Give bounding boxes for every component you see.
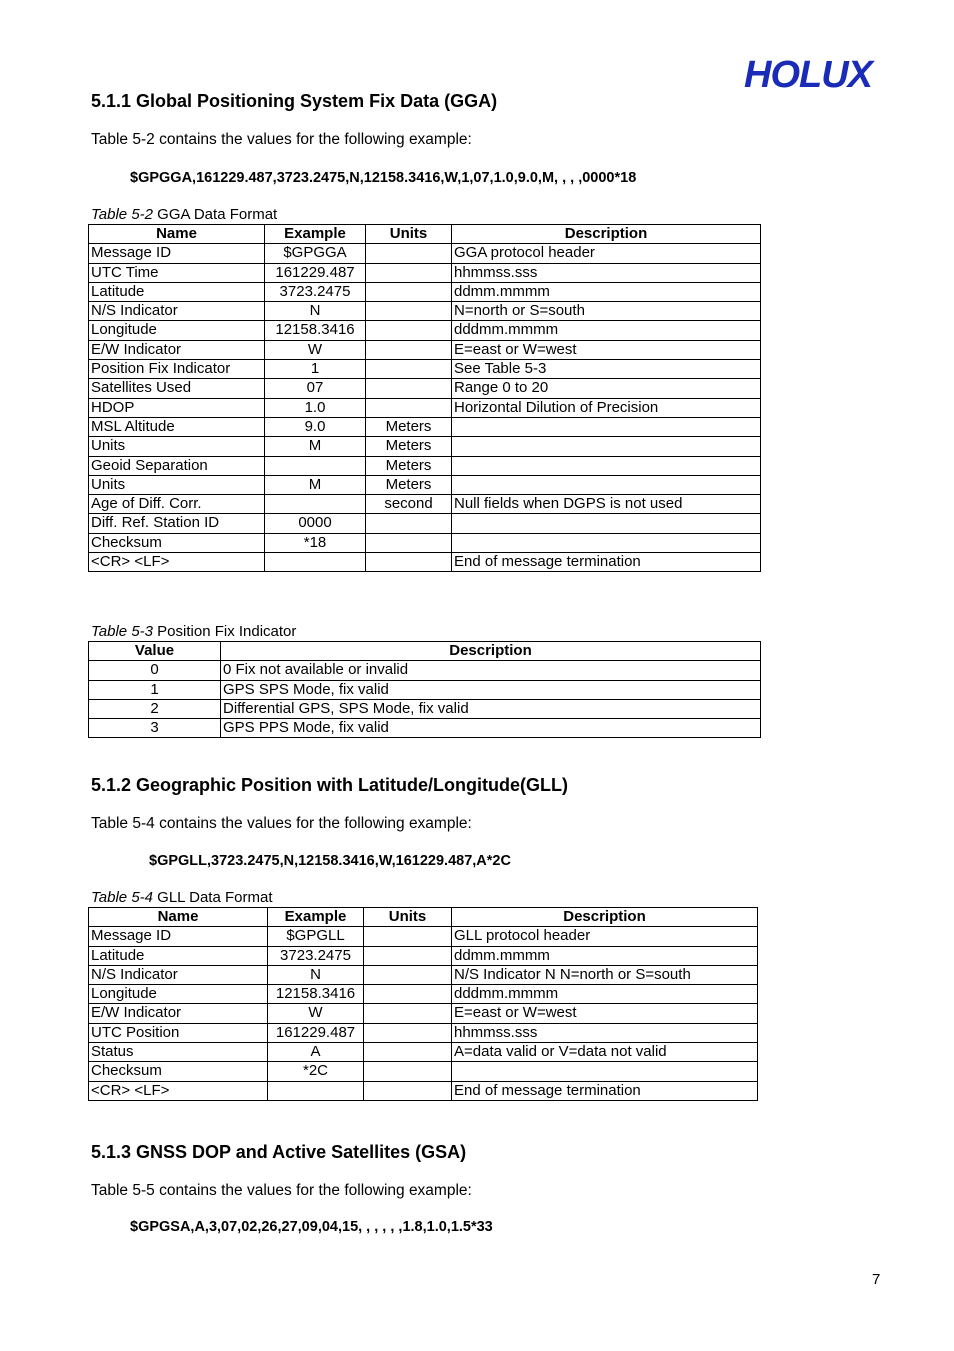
table-cell: second xyxy=(366,495,452,514)
table-cell: E/W Indicator xyxy=(89,340,265,359)
gsa-example-sentence: $GPGSA,A,3,07,02,26,27,09,04,15, , , , , ,1.8,1.0,1.5*33 xyxy=(130,1219,493,1235)
table-cell: 2 xyxy=(89,699,221,718)
table-cell: 0 xyxy=(89,661,221,680)
logo-text: HOLUX xyxy=(744,54,872,96)
column-header: Example xyxy=(268,908,364,927)
table-cell xyxy=(364,946,452,965)
table-cell: GPS PPS Mode, fix valid xyxy=(221,719,761,738)
table-cell: 3723.2475 xyxy=(268,946,364,965)
gsa-intro-text: Table 5-5 contains the values for the following example: xyxy=(91,1182,472,1199)
caption-label: Table 5-3 xyxy=(91,623,153,640)
table-cell: E/W Indicator xyxy=(89,1004,268,1023)
table-cell xyxy=(366,282,452,301)
table-cell xyxy=(364,1043,452,1062)
table-cell: Meters xyxy=(366,456,452,475)
table-row xyxy=(89,398,761,417)
gll-table-body xyxy=(89,927,758,1101)
table-cell xyxy=(452,1062,758,1081)
table-cell: E=east or W=west xyxy=(452,1004,758,1023)
table-cell: Position Fix Indicator xyxy=(89,360,265,379)
table-cell: Diff. Ref. Station ID xyxy=(89,514,265,533)
table-cell xyxy=(366,360,452,379)
table-cell xyxy=(364,1081,452,1100)
table-cell xyxy=(366,379,452,398)
column-header: Name xyxy=(89,225,265,244)
table-cell: Meters xyxy=(366,417,452,436)
table-cell: $GPGGA xyxy=(265,244,366,263)
table-cell: Message ID xyxy=(89,927,268,946)
gga-table-body xyxy=(89,244,761,572)
table-cell: 9.0 xyxy=(265,417,366,436)
table-cell: Latitude xyxy=(89,282,265,301)
table-cell xyxy=(364,1004,452,1023)
gga-intro-text: Table 5-2 contains the values for the following example: xyxy=(91,131,472,148)
table-row xyxy=(89,1062,758,1081)
table-row xyxy=(89,456,761,475)
table-cell: Age of Diff. Corr. xyxy=(89,495,265,514)
column-header: Value xyxy=(89,642,221,661)
section-heading-gga: 5.1.1 Global Positioning System Fix Data (GGA) xyxy=(91,91,498,111)
table-cell: Null fields when DGPS is not used xyxy=(452,495,761,514)
section-heading-gsa: 5.1.3 GNSS DOP and Active Satellites (GSA) xyxy=(91,1142,467,1162)
page-number: 7 xyxy=(872,1271,881,1288)
gll-intro-text: Table 5-4 contains the values for the following example: xyxy=(91,815,472,832)
table-cell xyxy=(452,456,761,475)
table-cell: 1.0 xyxy=(265,398,366,417)
table-cell: 07 xyxy=(265,379,366,398)
table-cell: 1 xyxy=(265,360,366,379)
gga-table-caption xyxy=(91,206,277,223)
table-cell: *18 xyxy=(265,533,366,552)
table-cell: 3 xyxy=(89,719,221,738)
table-cell: 1 xyxy=(89,680,221,699)
table-cell: Meters xyxy=(366,475,452,494)
table-cell: Longitude xyxy=(89,321,265,340)
table-cell: Range 0 to 20 xyxy=(452,379,761,398)
table-cell xyxy=(364,985,452,1004)
table-cell xyxy=(364,1062,452,1081)
table-cell xyxy=(268,1081,364,1100)
table-cell: M xyxy=(265,437,366,456)
caption-label: Table 5-2 xyxy=(91,206,153,223)
table-cell: ddmm.mmmm xyxy=(452,282,761,301)
table-cell xyxy=(366,244,452,263)
table-cell: Status xyxy=(89,1043,268,1062)
table-cell: End of message termination xyxy=(452,1081,758,1100)
gll-table-caption xyxy=(91,889,273,906)
fix-table-body xyxy=(89,661,761,738)
table-row xyxy=(89,965,758,984)
table-row xyxy=(89,1004,758,1023)
table-cell xyxy=(452,437,761,456)
table-cell: hhmmss.sss xyxy=(452,263,761,282)
table-row xyxy=(89,302,761,321)
table-row xyxy=(89,514,761,533)
table-row xyxy=(89,719,761,738)
table-cell: Satellites Used xyxy=(89,379,265,398)
caption-title: GGA Data Format xyxy=(153,206,278,223)
table-cell: GGA protocol header xyxy=(452,244,761,263)
table-row xyxy=(89,282,761,301)
gll-data-table xyxy=(88,907,758,1101)
header-row xyxy=(89,225,761,244)
table-cell: Units xyxy=(89,437,265,456)
table-cell: <CR> <LF> xyxy=(89,1081,268,1100)
table-row xyxy=(89,437,761,456)
caption-label: Table 5-4 xyxy=(91,889,153,906)
position-fix-table xyxy=(88,641,761,738)
table-cell xyxy=(364,965,452,984)
gga-table-header xyxy=(89,225,761,244)
table-cell: A xyxy=(268,1043,364,1062)
table-cell xyxy=(366,533,452,552)
table-cell: N=north or S=south xyxy=(452,302,761,321)
table-cell xyxy=(366,263,452,282)
table-cell: N xyxy=(265,302,366,321)
table-row xyxy=(89,495,761,514)
table-cell: See Table 5-3 xyxy=(452,360,761,379)
table-cell xyxy=(366,321,452,340)
table-row xyxy=(89,985,758,1004)
fix-table-header xyxy=(89,642,761,661)
table-cell xyxy=(265,553,366,572)
table-cell xyxy=(452,475,761,494)
header-row xyxy=(89,908,758,927)
table-cell: *2C xyxy=(268,1062,364,1081)
table-cell: dddmm.mmmm xyxy=(452,985,758,1004)
table-cell: N/S Indicator N N=north or S=south xyxy=(452,965,758,984)
table-row xyxy=(89,417,761,436)
table-cell: W xyxy=(268,1004,364,1023)
table-row xyxy=(89,661,761,680)
table-row xyxy=(89,263,761,282)
section-heading-gll: 5.1.2 Geographic Position with Latitude/Longitude(GLL) xyxy=(91,775,568,795)
table-row xyxy=(89,927,758,946)
table-cell: Longitude xyxy=(89,985,268,1004)
table-cell: UTC Time xyxy=(89,263,265,282)
table-cell xyxy=(265,456,366,475)
gll-table-header xyxy=(89,908,758,927)
table-cell: N/S Indicator xyxy=(89,965,268,984)
table-cell: Horizontal Dilution of Precision xyxy=(452,398,761,417)
table-cell: Checksum xyxy=(89,1062,268,1081)
table-cell: ddmm.mmmm xyxy=(452,946,758,965)
table-cell: Checksum xyxy=(89,533,265,552)
table-cell: MSL Altitude xyxy=(89,417,265,436)
table-cell: E=east or W=west xyxy=(452,340,761,359)
table-row xyxy=(89,1023,758,1042)
column-header: Description xyxy=(221,642,761,661)
table-cell xyxy=(366,553,452,572)
column-header: Description xyxy=(452,908,758,927)
gga-example-sentence: $GPGGA,161229.487,3723.2475,N,12158.3416,W,1,07,1.0,9.0,M, , , ,0000*18 xyxy=(130,170,637,186)
caption-title: GLL Data Format xyxy=(153,889,273,906)
table-cell xyxy=(366,398,452,417)
table-row xyxy=(89,340,761,359)
table-cell: Differential GPS, SPS Mode, fix valid xyxy=(221,699,761,718)
table-row xyxy=(89,680,761,699)
table-cell: dddmm.mmmm xyxy=(452,321,761,340)
table-cell: A=data valid or V=data not valid xyxy=(452,1043,758,1062)
column-header: Units xyxy=(364,908,452,927)
table-cell: HDOP xyxy=(89,398,265,417)
table-cell: 0 Fix not available or invalid xyxy=(221,661,761,680)
table-cell xyxy=(364,927,452,946)
table-cell: Units xyxy=(89,475,265,494)
table-cell xyxy=(366,514,452,533)
table-row xyxy=(89,360,761,379)
table-cell: Meters xyxy=(366,437,452,456)
table-cell: Message ID xyxy=(89,244,265,263)
gll-example-sentence: $GPGLL,3723.2475,N,12158.3416,W,161229.487,A*2C xyxy=(149,853,511,869)
holux-logo xyxy=(742,52,884,96)
table-cell: 161229.487 xyxy=(265,263,366,282)
table-cell: 0000 xyxy=(265,514,366,533)
table-cell: 12158.3416 xyxy=(268,985,364,1004)
table-row xyxy=(89,553,761,572)
table-cell: hhmmss.sss xyxy=(452,1023,758,1042)
column-header: Description xyxy=(452,225,761,244)
table-cell: End of message termination xyxy=(452,553,761,572)
table-row xyxy=(89,244,761,263)
table-cell: $GPGLL xyxy=(268,927,364,946)
column-header: Units xyxy=(366,225,452,244)
table-cell: GLL protocol header xyxy=(452,927,758,946)
table-cell: 161229.487 xyxy=(268,1023,364,1042)
table-row xyxy=(89,699,761,718)
table-row xyxy=(89,1081,758,1100)
table-row xyxy=(89,475,761,494)
table-cell xyxy=(452,533,761,552)
table-cell xyxy=(366,340,452,359)
table-cell: N/S Indicator xyxy=(89,302,265,321)
table-cell: GPS SPS Mode, fix valid xyxy=(221,680,761,699)
table-row xyxy=(89,533,761,552)
table-cell xyxy=(364,1023,452,1042)
table-cell: UTC Position xyxy=(89,1023,268,1042)
table-cell: Latitude xyxy=(89,946,268,965)
table-cell: W xyxy=(265,340,366,359)
table-cell xyxy=(452,417,761,436)
gga-data-table xyxy=(88,224,761,572)
fix-table-caption xyxy=(91,623,296,640)
table-cell: Geoid Separation xyxy=(89,456,265,475)
header-row xyxy=(89,642,761,661)
table-cell: M xyxy=(265,475,366,494)
column-header: Name xyxy=(89,908,268,927)
table-cell: 12158.3416 xyxy=(265,321,366,340)
table-row xyxy=(89,379,761,398)
table-cell xyxy=(366,302,452,321)
table-cell: N xyxy=(268,965,364,984)
table-row xyxy=(89,321,761,340)
table-cell xyxy=(265,495,366,514)
caption-title: Position Fix Indicator xyxy=(153,623,297,640)
table-cell xyxy=(452,514,761,533)
table-cell: 3723.2475 xyxy=(265,282,366,301)
table-row xyxy=(89,1043,758,1062)
column-header: Example xyxy=(265,225,366,244)
table-row xyxy=(89,946,758,965)
table-cell: <CR> <LF> xyxy=(89,553,265,572)
